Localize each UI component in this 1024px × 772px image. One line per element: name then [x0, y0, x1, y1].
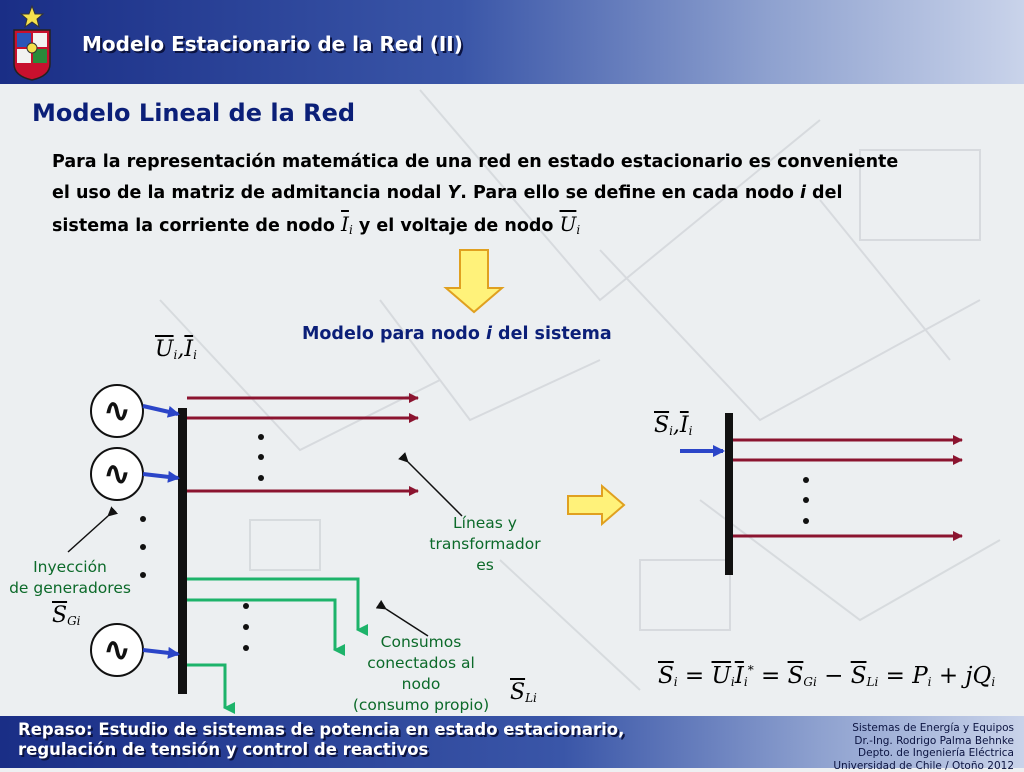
injection-label: Inyección de generadores: [9, 558, 131, 597]
header-title: Modelo Estacionario de la Red (II): [82, 32, 463, 56]
footer-credits: Sistemas de Energía y Equipos Dr.-Ing. Rodrigo Palma Behnke Depto. de Ingeniería Eléctrica Universidad de Chile / Otoño 2012: [833, 722, 1014, 772]
page-title: Modelo Lineal de la Red: [32, 99, 356, 127]
left-bus-bar: [178, 408, 187, 694]
intro-line-1: Para la representación matemática de una red en estado estacionario es conveniente: [52, 152, 899, 172]
si-ii-label: $\overline{S}_i,\overline{I}_i$: [654, 413, 693, 438]
injection-pointer: [68, 516, 108, 552]
sgi-label: $\overline{S}_{Gi}$: [52, 603, 81, 628]
ui-ii-label: $\overline{U}_i,\overline{I}_i$: [155, 337, 197, 362]
generator-arrow-2: [143, 474, 178, 478]
node-current-symbol: $\overline{I}$: [341, 212, 349, 236]
intro-line-3: sistema la corriente de nodo $\overline{I}_i$ y el voltaje de nodo $\overline{U}_i$: [52, 212, 581, 237]
right-arrow-icon: [568, 486, 624, 524]
node-voltage-symbol: $\overline{U}$: [559, 212, 577, 236]
generator-symbol-3: ∿: [102, 630, 132, 670]
consumption-arrow-1: [187, 579, 358, 630]
sli-label: $\overline{S}_{Li}$: [510, 680, 537, 705]
generator-symbol-2: ∿: [102, 454, 132, 494]
consumption-arrow-3: [187, 665, 225, 708]
down-arrow-icon: [446, 250, 502, 312]
footer-course-title: Repaso: Estudio de sistemas de potencia en estado estacionario, regulación de tensión y control de reactivos: [18, 720, 625, 759]
lines-pointer: [408, 462, 462, 516]
power-equation: $\overline{S}_i = \overline{U}_i\overline{I}_i^* = \overline{S}_{Gi} - \overline{S}_{Li} = P_i + jQ_i$: [658, 663, 996, 689]
consumption-arrow-2: [187, 600, 335, 650]
generator-arrow-3: [143, 650, 178, 654]
model-label: Modelo para nodo i del sistema: [302, 324, 612, 344]
intro-line-2: el uso de la matriz de admitancia nodal Y. Para ello se define en cada nodo i del: [52, 183, 843, 203]
lines-label: Líneas y transformador es: [429, 514, 541, 574]
generator-symbol-1: ∿: [102, 391, 132, 431]
right-bus-bar: [725, 413, 733, 575]
consumption-label: Consumos conectados al nodo (consumo propio): [352, 633, 490, 714]
generator-arrow-1: [143, 406, 178, 414]
